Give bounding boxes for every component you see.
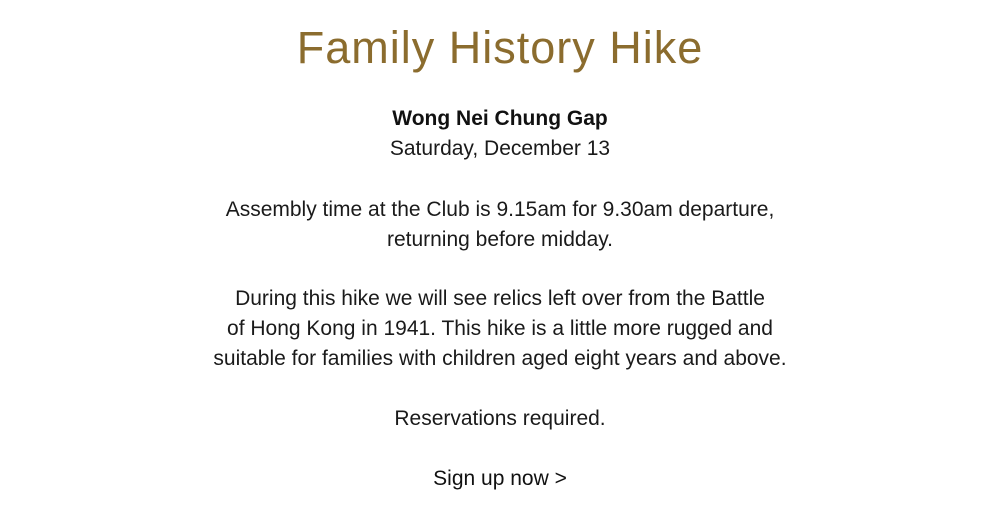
signup-container — [0, 464, 1000, 494]
reservations-note: Reservations required. — [394, 407, 606, 430]
event-description — [0, 284, 1000, 374]
assembly-info — [0, 195, 1000, 255]
description-line: suitable for families with children aged eight years and above. — [213, 347, 787, 370]
event-date: Saturday, December 13 — [389, 137, 611, 160]
description-line: During this hike we will see relics left over from the Battle — [235, 287, 765, 310]
description-line: of Hong Kong in 1941. This hike is a little more rugged and — [227, 317, 773, 340]
event-location: Wong Nei Chung Gap — [392, 107, 608, 130]
page-title: Family History Hike — [296, 22, 704, 73]
sign-up-link[interactable]: Sign up now > — [433, 467, 567, 490]
assembly-line: Assembly time at the Club is 9.15am for 9.30am departure, — [225, 198, 775, 221]
assembly-line: returning before midday. — [386, 228, 614, 251]
